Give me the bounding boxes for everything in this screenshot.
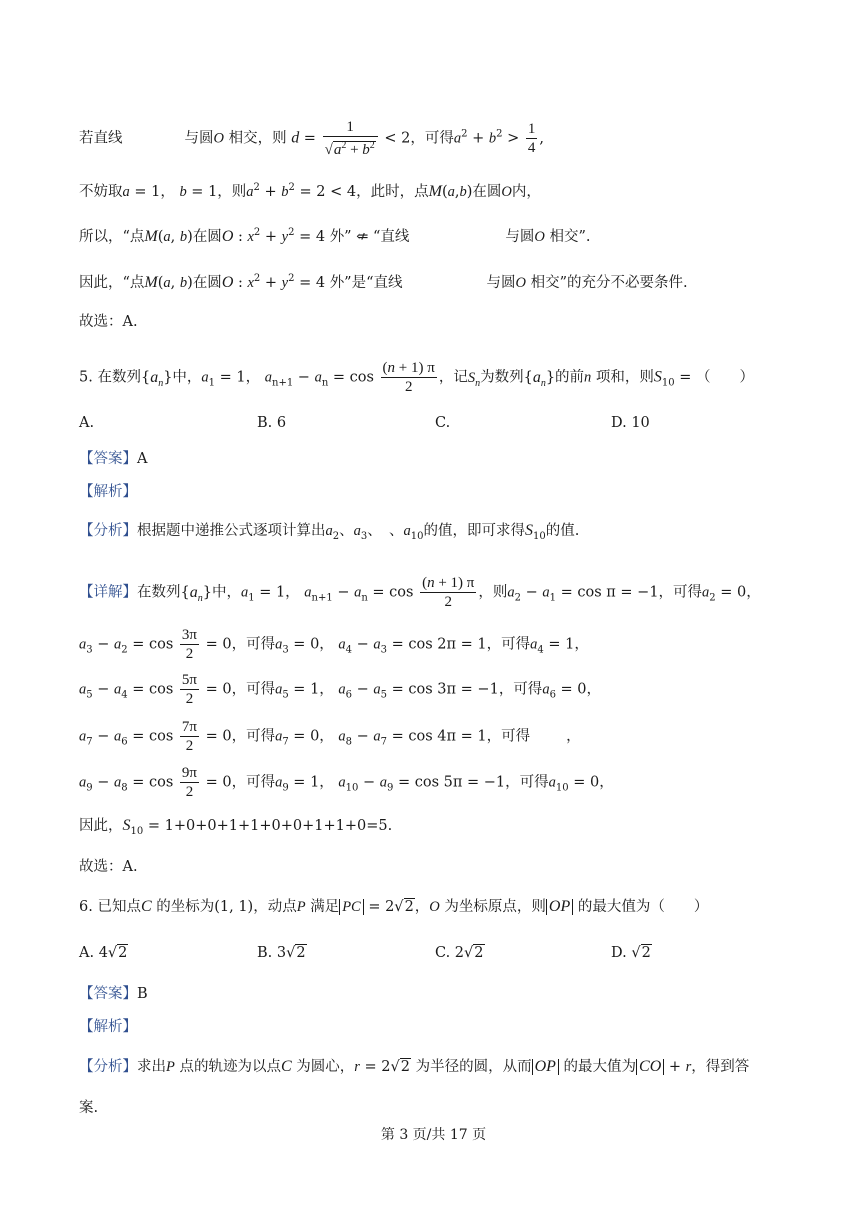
q5-stem: 5. 在数列$\{a_n\}$中，$a_1 = 1$， $a_{n+1} - a_n = \cos$ $\frac{(n + 1) \pi}{2}$ ，记$S_n$为数列$\{a_n\}$的前n 项和，则$S_{10}$ = （ ） xyxy=(79,360,755,395)
q6-stem: 6. 已知点C 的坐标为(1, 1)，动点P 满足 PC = 2√2，O 为坐标原点，则 OP 的最大值为（ ） xyxy=(79,898,709,915)
q6-answer: 【答案】B xyxy=(79,986,148,1002)
q6-option-c[interactable]: C. 2√2 xyxy=(435,945,484,961)
q6-analysis-label: 【解析】 xyxy=(79,1019,137,1035)
q5-choose: 故选：A. xyxy=(79,859,138,875)
q6-option-b[interactable]: B. 3√2 xyxy=(257,945,306,961)
q6-option-a[interactable]: A. 4√2 xyxy=(79,945,128,961)
distance-fraction: $\frac{1}{√a^2 + b^2}$ xyxy=(323,118,378,159)
q6-option-d[interactable]: D. √2 xyxy=(611,945,651,961)
q5-option-c[interactable]: C. xyxy=(435,415,451,431)
q5-option-b[interactable]: B. 6 xyxy=(257,415,287,431)
intro-line-4: 因此，“点M(a, b)在圆O : $x^2 + y^2 = 4$ 外”是“直线 与圆O 相交”的充分不必要条件. xyxy=(79,273,688,291)
page-footer: 第 3 页/共 17 页 xyxy=(380,1127,487,1143)
q5-detail: 【详解】在数列$\{a_n\}$中，$a_1 = 1$， $a_{n+1} - a_n = \cos$ $\frac{(n + 1) \pi}{2}$ ，则$a_2 - a_1 = \cos \pi = -1$，可得$a_2 = 0$， xyxy=(79,575,761,610)
intro-line-2: 不妨取a = 1， b = 1，则$a^2 + b^2 = 2 < 4$，此时，点M(a,b)在圆O内， xyxy=(79,182,541,200)
q5-detail-row-1: $a_3 - a_2 = \cos$ $\frac{3\pi}{2}$ = 0，可得$a_3 = 0$， $a_4 - a_3 = \cos 2\pi = 1$，可得$a_4 = 1$， xyxy=(79,627,589,662)
q5-detail-row-2: $a_5 - a_4 = \cos$ $\frac{5\pi}{2}$ = 0，可得$a_5 = 1$， $a_6 - a_5 = \cos 3\pi = -1$，可得$a_6 = 0$， xyxy=(79,672,602,707)
q6-fenxi: 【分析】求出P 点的轨迹为以点C 为圆心，r = 2√2 为半径的圆，从而 OP 的最大值为 CO + r，得到答 xyxy=(79,1058,750,1075)
q5-analysis-label: 【解析】 xyxy=(79,484,137,500)
q5-option-a[interactable]: A. xyxy=(79,415,95,431)
q5-fenxi: 【分析】根据题中递推公式逐项计算出$a_2$、$a_3$、 、$a_{10}$的值，即可求得$S_{10}$的值. xyxy=(79,522,580,542)
q5-answer: 【答案】A xyxy=(79,451,148,467)
q5-detail-row-4: $a_9 - a_8 = \cos$ $\frac{9\pi}{2}$ = 0，可得$a_9 = 1$， $a_{10} - a_9 = \cos 5\pi = -1$，可得$a_{10} = 0$， xyxy=(79,765,614,800)
q6-fenxi-cont: 案. xyxy=(79,1100,99,1116)
intro-line-3: 所以，“点M(a, b)在圆O : $x^2 + y^2 = 4$ 外” ⇍ “直线 与圆O 相交”. xyxy=(79,227,591,245)
q5-sum: 因此，$S_{10} = 1+0+0+1+1+0+0+1+1+0=5$. xyxy=(79,817,393,837)
intro-line-1: 若直线 与圆O 相交，则 d = $\frac{1}{√a^2 + b^2}$ < 2，可得$a^2 + b^2$ > $\frac{1}{4}$ , xyxy=(79,119,544,158)
detail-cos-fraction: $\frac{(n + 1) \pi}{2}$ xyxy=(422,575,475,610)
q5-detail-row-3: $a_7 - a_6 = \cos$ $\frac{7\pi}{2}$ = 0，可得$a_7 = 0$， $a_8 - a_7 = \cos 4\pi = 1$，可得 ， xyxy=(79,719,581,754)
intro-line-5: 故选：A. xyxy=(79,314,138,330)
q5-option-d[interactable]: D. 10 xyxy=(611,415,650,431)
quarter-fraction: $\frac{1}{4}$ xyxy=(527,121,536,156)
cos-fraction: $\frac{(n + 1) \pi}{2}$ xyxy=(382,360,435,395)
